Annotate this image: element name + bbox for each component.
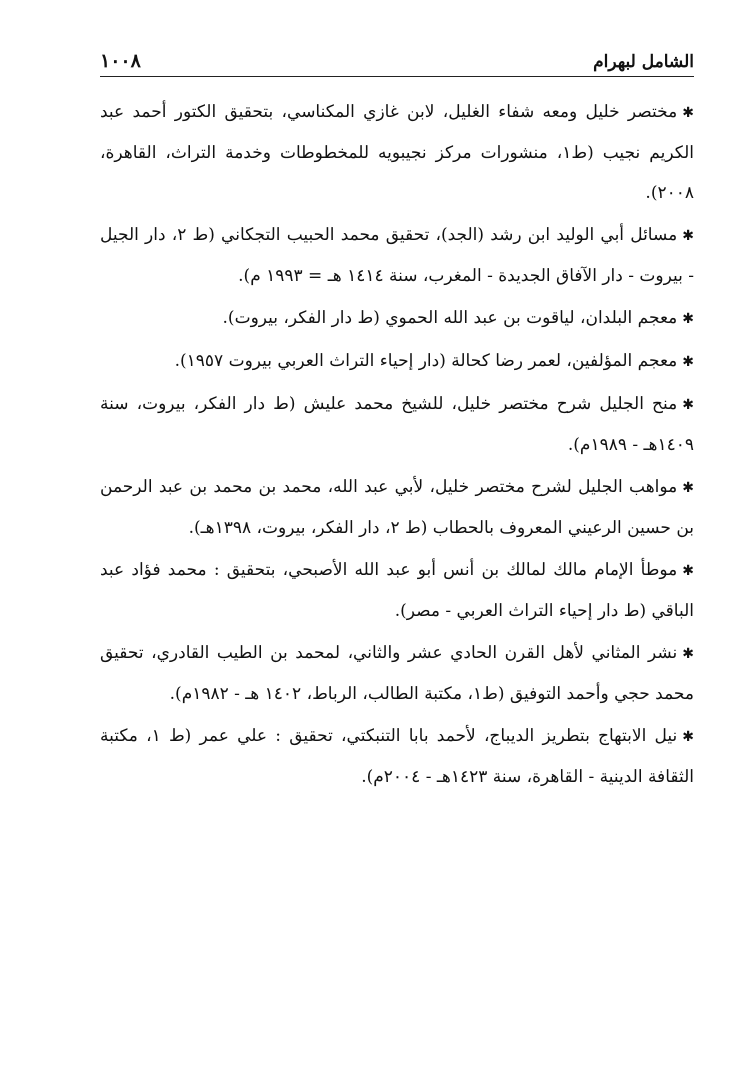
entry-text: نشر المثاني لأهل القرن الحادي عشر والثاني، لمحمد بن الطيب القادري، تحقيق محمد حجي وأحمد التوفيق (ط١، مكتبة الطالب، الرباط، ١٤٠٢ هـ - ١٩٨٢م). (100, 643, 694, 704)
bibliography-entry (100, 92, 694, 213)
entry-text: معجم البلدان، لياقوت بن عبد الله الحموي (ط دار الفكر، بيروت). (222, 308, 678, 328)
bibliography-entry (100, 716, 694, 797)
bibliography-entry (100, 215, 694, 296)
bibliography-entry (100, 384, 694, 465)
asterisk-bullet-icon: ✱ (682, 563, 694, 579)
asterisk-bullet-icon: ✱ (682, 480, 694, 496)
asterisk-bullet-icon: ✱ (682, 311, 694, 327)
bibliography-entry (100, 633, 694, 714)
page-number: ١٠٠٨ (100, 50, 141, 72)
entry-text: نيل الابتهاج بتطريز الديباج، لأحمد بابا التنبكتي، تحقيق : علي عمر (ط ١، مكتبة الثقافة الدينية - القاهرة، سنة ١٤٢٣هـ - ٢٠٠٤م). (100, 726, 694, 787)
entry-text: مختصر خليل ومعه شفاء الغليل، لابن غازي المكناسي، بتحقيق الكتور أحمد عبد الكريم نجيب (ط١، منشورات مركز نجيبويه للمخطوطات وخدمة التراث، القاهرة، ٢٠٠٨). (100, 102, 695, 203)
asterisk-bullet-icon: ✱ (682, 354, 694, 370)
entry-text: موطأ الإمام مالك لمالك بن أنس أبو عبد الله الأصبحي، بتحقيق : محمد فؤاد عبد الباقي (ط دار إحياء التراث العربي - مصر). (100, 560, 694, 621)
asterisk-bullet-icon: ✱ (682, 397, 694, 413)
bibliography-entry (100, 341, 694, 382)
asterisk-bullet-icon: ✱ (682, 105, 694, 121)
running-title: الشامل لبهرام (593, 52, 694, 72)
entry-text: معجم المؤلفين، لعمر رضا كحالة (دار إحياء التراث العربي بيروت ١٩٥٧). (174, 351, 678, 371)
entry-text: منح الجليل شرح مختصر خليل، للشيخ محمد عليش (ط دار الفكر، بيروت، سنة ١٤٠٩هـ - ١٩٨٩م). (100, 394, 694, 455)
bibliography-entry (100, 298, 694, 339)
asterisk-bullet-icon: ✱ (682, 729, 694, 745)
bibliography-entry (100, 550, 694, 631)
asterisk-bullet-icon: ✱ (682, 228, 694, 244)
asterisk-bullet-icon: ✱ (682, 646, 694, 662)
bibliography-entry (100, 467, 694, 548)
entry-text: مواهب الجليل لشرح مختصر خليل، لأبي عبد الله، محمد بن محمد بن عبد الرحمن بن حسين الرعيني المعروف بالحطاب (ط ٢، دار الفكر، بيروت، ١٣٩٨هـ). (100, 477, 694, 538)
bibliography-list (100, 92, 694, 799)
page-header (100, 38, 694, 77)
entry-text: مسائل أبي الوليد ابن رشد (الجد)، تحقيق محمد الحبيب التجكاني (ط ٢، دار الجيل - بيروت - دار الآفاق الجديدة - المغرب، سنة ١٤١٤ هـ = ١٩٩٣ م). (100, 225, 694, 286)
